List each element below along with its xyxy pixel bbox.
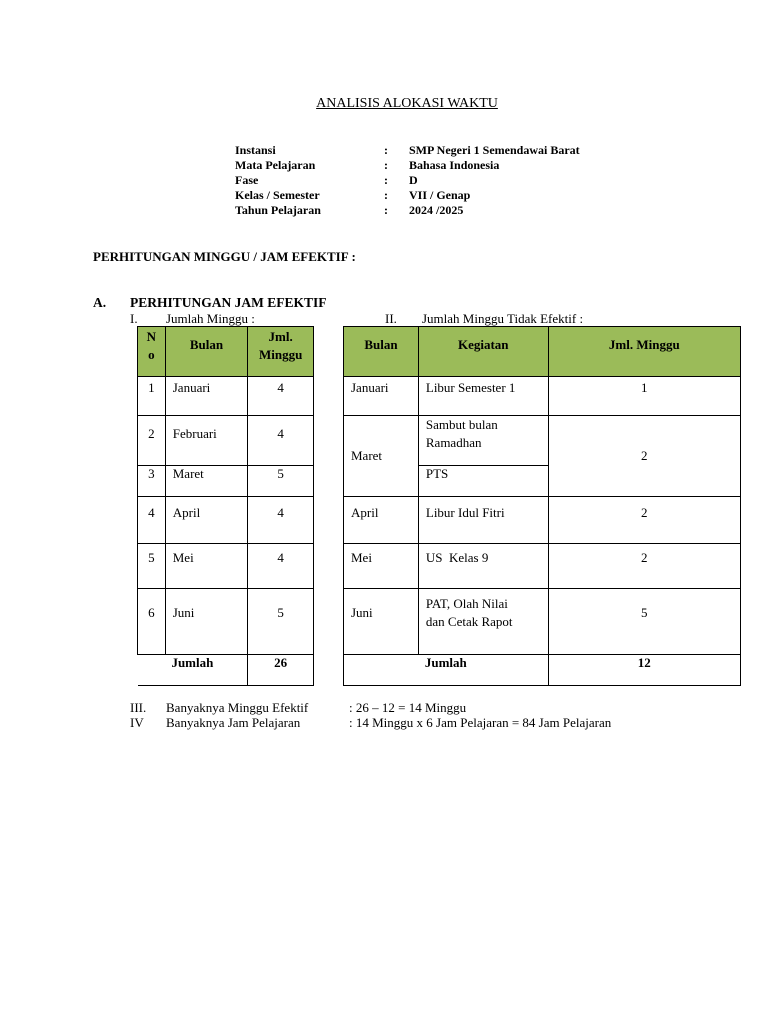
header-no-line1: N bbox=[146, 329, 157, 344]
section-a-number: A. bbox=[93, 295, 107, 310]
row-kegiatan bbox=[418, 416, 548, 466]
section-heading: PERHITUNGAN MINGGU / JAM EFEKTIF : bbox=[93, 249, 356, 264]
header-jml bbox=[248, 327, 314, 377]
row-bulan: Maret bbox=[165, 466, 248, 497]
jumlah-minggu-table bbox=[137, 326, 314, 686]
info-label-kelas-semester: Kelas / Semester bbox=[235, 188, 320, 202]
table-total-row bbox=[138, 655, 314, 686]
table-row bbox=[138, 544, 314, 589]
row-kegiatan: PTS bbox=[418, 466, 548, 497]
table-row bbox=[344, 416, 741, 466]
table-row bbox=[138, 466, 314, 497]
summary-number-iii: III. bbox=[130, 700, 147, 715]
summary-label-minggu-efektif: Banyaknya Minggu Efektif bbox=[166, 700, 309, 715]
row-bulan: Maret bbox=[344, 416, 419, 497]
row-no: 4 bbox=[138, 497, 166, 544]
table-row bbox=[344, 377, 741, 416]
header-bulan: Bulan bbox=[344, 327, 419, 377]
info-colon: : bbox=[384, 173, 388, 187]
total-value: 12 bbox=[548, 655, 740, 686]
info-colon: : bbox=[384, 188, 388, 202]
row-jml: 4 bbox=[248, 377, 314, 416]
row-no: 5 bbox=[138, 544, 166, 589]
info-value-tahun-pelajaran: 2024 /2025 bbox=[409, 203, 464, 217]
sub-ii-title: Jumlah Minggu Tidak Efektif : bbox=[422, 311, 584, 326]
table-header-row bbox=[344, 327, 741, 377]
sub-i-title: Jumlah Minggu : bbox=[166, 311, 255, 326]
row-bulan: Januari bbox=[344, 377, 419, 416]
row-no: 3 bbox=[138, 466, 166, 497]
row-kegiatan-line2: Ramadhan bbox=[425, 435, 482, 450]
table-row bbox=[344, 544, 741, 589]
info-label-instansi: Instansi bbox=[235, 143, 276, 157]
row-kegiatan-line1: Sambut bulan bbox=[425, 417, 498, 432]
info-label-fase: Fase bbox=[235, 173, 259, 187]
row-jml: 4 bbox=[248, 416, 314, 466]
row-kegiatan: US Kelas 9 bbox=[418, 544, 548, 589]
row-kegiatan-line1: PAT, Olah Nilai bbox=[425, 596, 508, 611]
summary-value-minggu-efektif: : 26 – 12 = 14 Minggu bbox=[349, 700, 467, 715]
info-value-fase: D bbox=[409, 173, 418, 187]
info-value-kelas-semester: VII / Genap bbox=[409, 188, 471, 202]
header-jml-minggu: Jml. Minggu bbox=[548, 327, 740, 377]
table-row bbox=[344, 589, 741, 655]
header-jml-line2: Minggu bbox=[258, 347, 303, 362]
row-no: 1 bbox=[138, 377, 166, 416]
row-bulan: Juni bbox=[165, 589, 248, 655]
row-kegiatan-line2: dan Cetak Rapot bbox=[425, 614, 513, 629]
row-bulan: April bbox=[344, 497, 419, 544]
row-jml: 4 bbox=[248, 497, 314, 544]
row-kegiatan: Libur Semester 1 bbox=[418, 377, 548, 416]
row-kegiatan bbox=[418, 589, 548, 655]
row-jml: 2 bbox=[548, 544, 740, 589]
info-label-tahun-pelajaran: Tahun Pelajaran bbox=[235, 203, 321, 217]
row-jml: 4 bbox=[248, 544, 314, 589]
row-no: 6 bbox=[138, 589, 166, 655]
row-bulan: Mei bbox=[165, 544, 248, 589]
header-jml-line1: Jml. bbox=[268, 329, 293, 344]
total-label: Jumlah bbox=[138, 655, 248, 686]
row-no: 2 bbox=[138, 416, 166, 466]
info-label-mata-pelajaran: Mata Pelajaran bbox=[235, 158, 316, 172]
row-bulan: April bbox=[165, 497, 248, 544]
row-kegiatan: Libur Idul Fitri bbox=[418, 497, 548, 544]
summary-label-jam-pelajaran: Banyaknya Jam Pelajaran bbox=[166, 715, 301, 730]
info-value-mata-pelajaran: Bahasa Indonesia bbox=[409, 158, 500, 172]
info-colon: : bbox=[384, 203, 388, 217]
minggu-tidak-efektif-table bbox=[343, 326, 741, 686]
row-bulan: Februari bbox=[165, 416, 248, 466]
header-kegiatan: Kegiatan bbox=[418, 327, 548, 377]
row-jml: 5 bbox=[248, 466, 314, 497]
row-bulan: Januari bbox=[165, 377, 248, 416]
document-title: ANALISIS ALOKASI WAKTU bbox=[316, 96, 498, 111]
table-row bbox=[138, 416, 314, 466]
header-no bbox=[138, 327, 166, 377]
section-a-title: PERHITUNGAN JAM EFEKTIF bbox=[130, 295, 327, 310]
table-row bbox=[138, 497, 314, 544]
total-value: 26 bbox=[248, 655, 314, 686]
header-no-line2: o bbox=[148, 347, 155, 362]
table-total-row bbox=[344, 655, 741, 686]
row-jml: 2 bbox=[548, 416, 740, 497]
header-bulan: Bulan bbox=[165, 327, 248, 377]
table-row bbox=[344, 497, 741, 544]
info-colon: : bbox=[384, 143, 388, 157]
table-row bbox=[138, 589, 314, 655]
summary-value-jam-pelajaran: : 14 Minggu x 6 Jam Pelajaran = 84 Jam Pelajaran bbox=[349, 715, 612, 730]
total-label: Jumlah bbox=[344, 655, 549, 686]
row-jml: 2 bbox=[548, 497, 740, 544]
info-colon: : bbox=[384, 158, 388, 172]
row-bulan: Mei bbox=[344, 544, 419, 589]
summary-number-iv: IV bbox=[130, 715, 144, 730]
sub-i-number: I. bbox=[130, 311, 138, 326]
table-row bbox=[138, 377, 314, 416]
row-jml: 1 bbox=[548, 377, 740, 416]
row-bulan: Juni bbox=[344, 589, 419, 655]
row-jml: 5 bbox=[548, 589, 740, 655]
table-header-row bbox=[138, 327, 314, 377]
sub-ii-number: II. bbox=[385, 311, 397, 326]
info-value-instansi: SMP Negeri 1 Semendawai Barat bbox=[409, 143, 580, 157]
row-jml: 5 bbox=[248, 589, 314, 655]
